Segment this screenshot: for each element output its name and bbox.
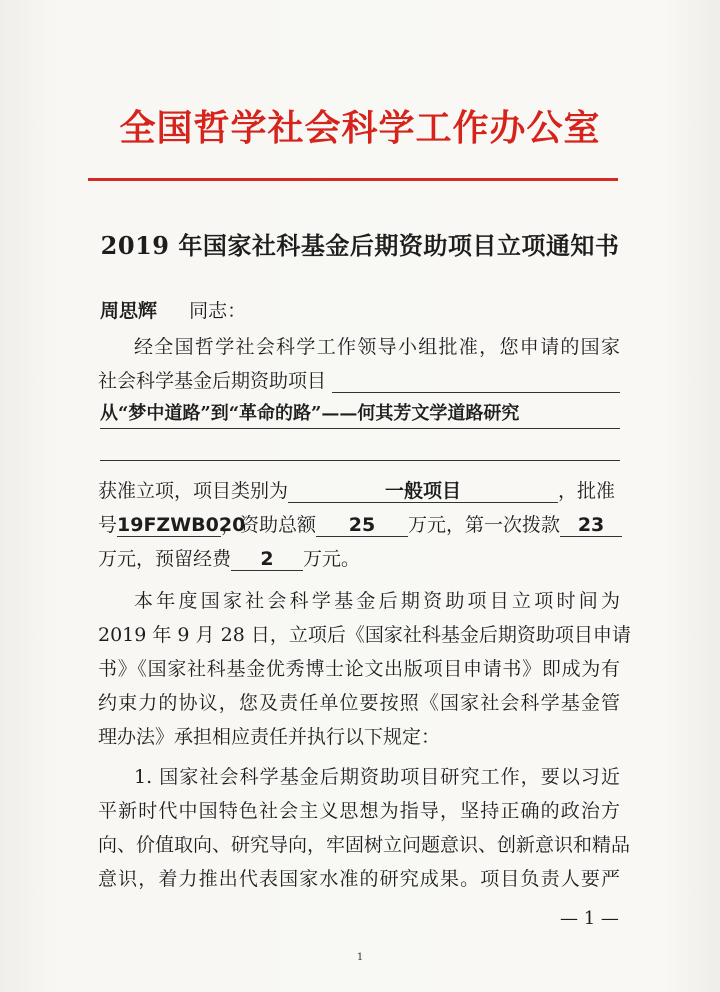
page-mark: — 1 — bbox=[560, 908, 619, 929]
approval-line-2 bbox=[98, 512, 622, 538]
project-fill-rule bbox=[332, 392, 620, 393]
approval-number: 19FZWB020 bbox=[117, 514, 246, 536]
approval-prefix: 获准立项，项目类别为 bbox=[98, 480, 289, 502]
project-name: 从“梦中道路”到“革命的路”——何其芳文学道路研究 bbox=[100, 403, 520, 424]
reserve-prefix: 万元，预留经费 bbox=[98, 548, 232, 570]
red-divider bbox=[88, 178, 618, 181]
amount-prefix: ，资助总额 bbox=[221, 514, 317, 536]
rule1-line-4: 意识，着力推出代表国家水准的研究成果。项目负责人要严 bbox=[98, 868, 620, 890]
first-payment: 23 bbox=[560, 512, 622, 537]
para2-line-4: 约束力的协议，您及责任单位要按照《国家社会科学基金管 bbox=[98, 692, 620, 714]
para2-line-1: 本年度国家社会科学基金后期资助项目立项时间为 bbox=[134, 590, 620, 612]
approval-category-suffix: ，批准 bbox=[558, 480, 616, 502]
reserve-suffix: 万元。 bbox=[303, 548, 361, 570]
blank-rule bbox=[100, 460, 620, 461]
salutation-suffix: 同志： bbox=[189, 300, 247, 322]
approval-line-1 bbox=[98, 478, 615, 504]
intro-line-2: 社会科学基金后期资助项目 bbox=[98, 370, 327, 392]
document-title: 2019 年国家社科基金后期资助项目立项通知书 bbox=[100, 231, 620, 260]
total-amount: 25 bbox=[316, 512, 408, 537]
approval-line-3 bbox=[98, 546, 360, 572]
project-category: 一般项目 bbox=[288, 478, 558, 503]
project-underline bbox=[100, 428, 620, 429]
salutation bbox=[100, 298, 246, 324]
rule1-line-1: 1. 国家社会科学基金后期资助项目研究工作，要以习近 bbox=[134, 766, 620, 788]
para2-line-5: 理办法》承担相应责任并执行以下规定： bbox=[98, 726, 441, 748]
approval-num-prefix: 号 bbox=[98, 514, 118, 536]
recipient-name: 周思辉 bbox=[100, 300, 158, 322]
intro-line-1: 经全国哲学社会科学工作领导小组批准，您申请的国家 bbox=[134, 336, 620, 358]
amount-suffix: 万元，第一次拨款 bbox=[408, 514, 561, 536]
para2-line-2: 2019 年 9 月 28 日，立项后《国家社科基金后期资助项目申请 bbox=[98, 624, 631, 646]
rule1-line-3: 向、价值取向、研究导向，牢固树立问题意识、创新意识和精品 bbox=[98, 834, 631, 856]
scan-page-number: 1 bbox=[356, 952, 364, 963]
letterhead: 全国哲学社会科学工作办公室 bbox=[119, 107, 601, 149]
reserve-amount: 2 bbox=[231, 546, 303, 571]
rule1-line-2: 平新时代中国特色社会主义思想为指导，坚持正确的政治方 bbox=[98, 800, 620, 822]
para2-line-3: 书》《国家社科基金优秀博士论文出版项目申请书》即成为有 bbox=[98, 658, 620, 680]
